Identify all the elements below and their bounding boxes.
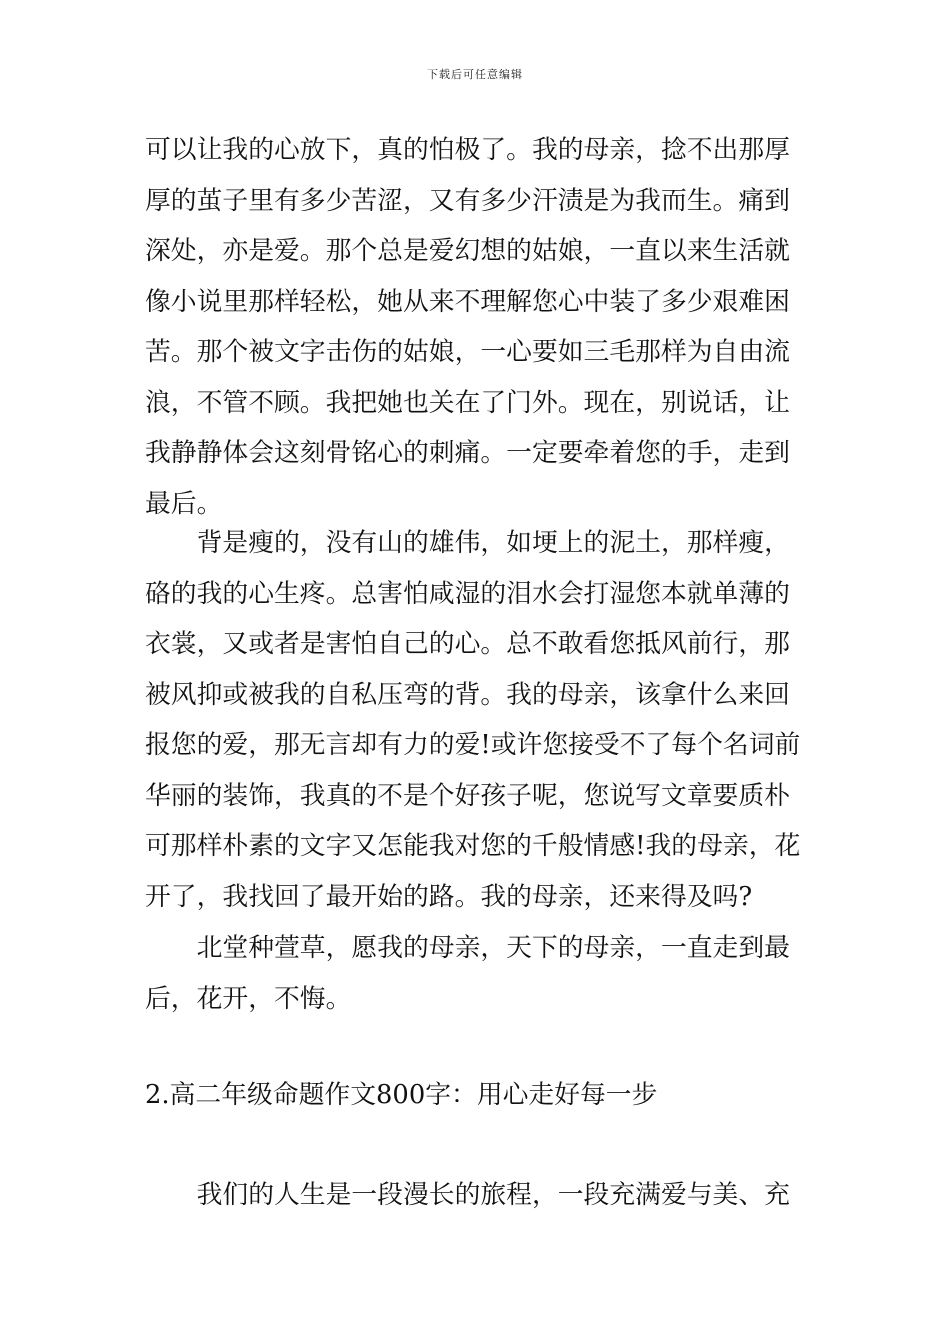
section-heading: 2.高二年级命题作文800字：用心走好每一步 xyxy=(145,1080,658,1110)
text-line: 可以让我的心放下，真的怕极了。我的母亲，捻不出那厚 xyxy=(145,135,790,165)
header-note: 下载后可任意编辑 xyxy=(427,68,523,81)
text-line: 开了，我找回了最开始的路。我的母亲，还来得及吗? xyxy=(145,881,753,912)
text-line: 背是瘦的，没有山的雄伟，如埂上的泥土，那样瘦， xyxy=(145,528,790,558)
text-line: 浪，不管不顾。我把她也关在了门外。现在，别说话，让 xyxy=(145,387,790,418)
paragraph-1 xyxy=(145,125,809,529)
text-line: 我们的人生是一段漫长的旅程，一段充满爱与美、充 xyxy=(145,1180,790,1210)
text-line: 报您的爱，那无言却有力的爱!或许您接受不了每个名词前 xyxy=(145,730,801,760)
text-line: 华丽的装饰，我真的不是个好孩子呢，您说写文章要质朴 xyxy=(145,780,790,811)
text-line: 苦。那个被文字击伤的姑娘，一心要如三毛那样为自由流 xyxy=(145,337,790,367)
text-line: 深处，亦是爱。那个总是爱幻想的姑娘，一直以来生活就 xyxy=(145,236,790,266)
text-line: 北堂种萱草，愿我的母亲，天下的母亲，一直走到最 xyxy=(145,933,790,963)
text-line: 被风抑或被我的自私压弯的背。我的母亲，该拿什么来回 xyxy=(145,679,790,710)
text-line: 可那样朴素的文字又怎能我对您的千般情感!我的母亲，花 xyxy=(145,831,801,861)
text-line: 后，花开，不悔。 xyxy=(145,983,352,1014)
paragraph-2 xyxy=(145,518,809,922)
text-line: 厚的茧子里有多少苦涩，又有多少汗渍是为我而生。痛到 xyxy=(145,185,790,216)
text-line: 衣裳，又或者是害怕自己的心。总不敢看您抵风前行，那 xyxy=(145,629,790,659)
text-line: 像小说里那样轻松，她从来不理解您心中装了多少艰难困 xyxy=(145,286,790,317)
paragraph-4 xyxy=(145,1170,809,1221)
text-line: 最后。 xyxy=(145,488,223,519)
text-line: 硌的我的心生疼。总害怕咸湿的泪水会打湿您本就单薄的 xyxy=(145,578,790,609)
paragraph-3 xyxy=(145,923,809,1024)
text-line: 我静静体会这刻骨铭心的刺痛。一定要牵着您的手，走到 xyxy=(145,438,790,468)
